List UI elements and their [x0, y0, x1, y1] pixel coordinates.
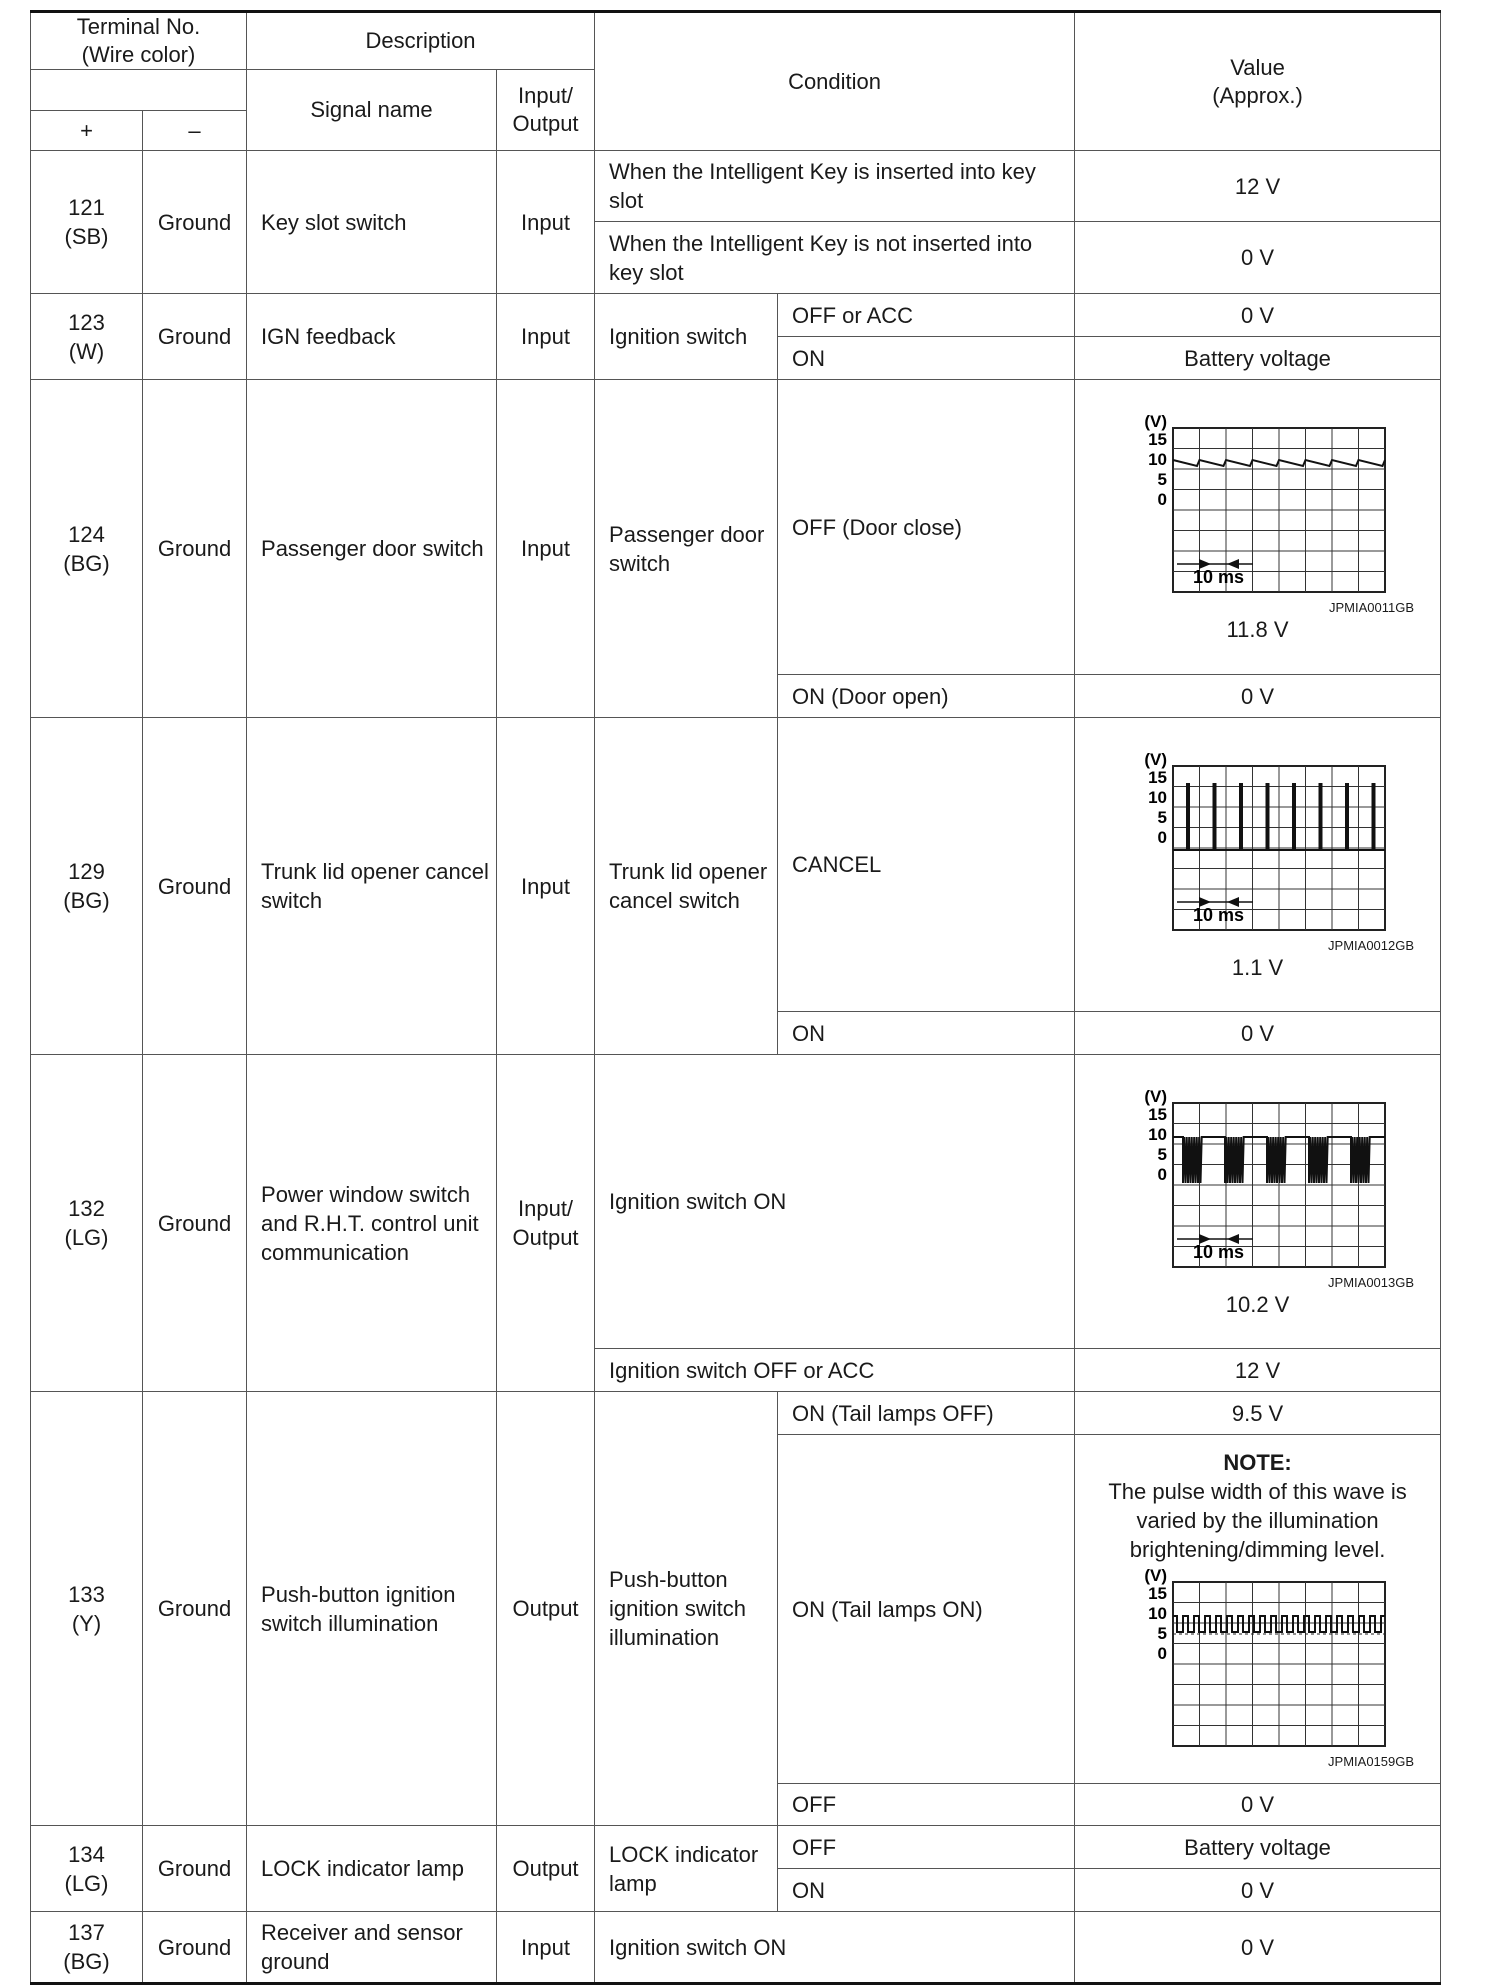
value-cell: 0 V [1075, 1012, 1441, 1055]
table-row-134-a [31, 1826, 1441, 1869]
terminal-number: 123 [68, 309, 105, 335]
header-value [1075, 12, 1441, 151]
terminal-number: 124 [68, 521, 105, 547]
header-wire-color: (Wire color) [81, 42, 196, 67]
terminal-number: 121 [68, 195, 105, 220]
scope-tick-label: 15 [1147, 1104, 1167, 1124]
sub-condition-cell: ON (Tail lamps ON) [778, 1435, 1075, 1784]
signal-name: Trunk lid opener cancel switch [247, 718, 497, 1055]
condition-cell: Passenger door switch [595, 380, 778, 718]
sub-condition-cell: CANCEL [778, 718, 1075, 1012]
value-cell [1075, 1435, 1441, 1784]
value-cell [1075, 1055, 1441, 1349]
value-cell: Battery voltage [1075, 1826, 1441, 1869]
wire-color: (BG) [63, 1949, 110, 1974]
terminal-cell [31, 380, 143, 718]
scope-tick-label: 0 [1157, 827, 1167, 847]
wire-color: (Y) [71, 1610, 102, 1636]
scope-tick-label: 10 [1147, 1603, 1167, 1623]
scope-unit-label: (V) [1143, 1086, 1167, 1106]
condition-cell: Ignition switch ON [595, 1912, 1075, 1984]
value-cell: Battery voltage [1075, 337, 1441, 380]
waveform-value: 10.2 V [1225, 1291, 1290, 1317]
condition-cell: Push-button ignition switch illumination [595, 1392, 778, 1826]
condition-cell: When the Intelligent Key is not inserted into key slot [595, 222, 1075, 294]
terminal-cell [31, 294, 143, 380]
signal-name: Push-button ignition switch illumination [247, 1392, 497, 1826]
value-cell: 0 V [1075, 1869, 1441, 1912]
waveform-jpmia0159gb [1123, 1564, 1393, 1754]
value-cell: 9.5 V [1075, 1392, 1441, 1435]
terminal-number: 134 [68, 1841, 105, 1867]
wire-color: (LG) [64, 1225, 109, 1250]
waveform-jpmia0011gb [1123, 410, 1393, 600]
wire-color: (BG) [63, 550, 110, 576]
sub-condition-cell: ON [778, 337, 1075, 380]
time-scale-label: 10 ms [1192, 904, 1244, 925]
ground-cell: Ground [143, 294, 247, 380]
table-row-132-a [31, 1055, 1441, 1349]
note-title: NOTE: [1223, 1449, 1292, 1475]
header-description: Description [247, 12, 595, 70]
terminal-cell [31, 718, 143, 1055]
scope-unit-label: (V) [1143, 1565, 1167, 1585]
sub-condition-cell: ON (Door open) [778, 675, 1075, 718]
waveform-id: JPMIA0013GB [1328, 1274, 1415, 1290]
value-cell: 0 V [1075, 294, 1441, 337]
scope-tick-label: 5 [1157, 1144, 1167, 1164]
scope-tick-label: 10 [1147, 450, 1167, 469]
scope-tick-label: 5 [1157, 1623, 1167, 1643]
sub-condition-cell: ON [778, 1012, 1075, 1055]
sub-condition-cell: ON (Tail lamps OFF) [778, 1392, 1075, 1435]
time-scale-label: 10 ms [1192, 1241, 1244, 1262]
waveform-value: 11.8 V [1226, 617, 1289, 642]
signal-name: Key slot switch [247, 151, 497, 294]
io-cell: Output [497, 1392, 595, 1826]
value-cell: 0 V [1075, 222, 1441, 294]
io-cell: Input [497, 294, 595, 380]
header-terminal-no: Terminal No. [76, 14, 201, 39]
terminal-number: 129 [68, 859, 105, 884]
waveform-value: 1.1 V [1231, 954, 1284, 980]
header-condition: Condition [595, 12, 1075, 151]
waveform-jpmia0012gb [1123, 748, 1393, 938]
sub-condition-cell: ON [778, 1869, 1075, 1912]
scope-tick-label: 5 [1157, 807, 1167, 827]
signal-name: Power window switch and R.H.T. control unit communication [247, 1055, 497, 1392]
value-cell: 12 V [1075, 151, 1441, 222]
condition-cell: When the Intelligent Key is inserted into key slot [595, 151, 1075, 222]
header-row-1 [31, 12, 1441, 70]
condition-cell: Ignition switch ON [595, 1055, 1075, 1349]
ground-cell: Ground [143, 1826, 247, 1912]
ground-cell: Ground [143, 151, 247, 294]
sub-condition-cell: OFF (Door close) [778, 380, 1075, 675]
io-cell: Input [497, 151, 595, 294]
scope-unit-label: (V) [1143, 749, 1167, 769]
terminal-table [30, 10, 1441, 1985]
ground-cell: Ground [143, 718, 247, 1055]
terminal-number: 137 [68, 1920, 105, 1945]
table-row-124-a [31, 380, 1441, 675]
table-row-121-a [31, 151, 1441, 222]
table-row-133-a [31, 1392, 1441, 1435]
scope-tick-label: 15 [1147, 1583, 1167, 1603]
scope-tick-label: 10 [1147, 1124, 1167, 1144]
io-cell: Input/ Output [497, 1055, 595, 1392]
signal-name: IGN feedback [247, 294, 497, 380]
waveform-id: JPMIA0159GB [1328, 1753, 1415, 1769]
terminal-number: 132 [68, 1196, 105, 1221]
terminal-number: 133 [68, 1581, 105, 1607]
value-cell: 0 V [1075, 675, 1441, 718]
scope-tick-label: 15 [1147, 767, 1167, 787]
condition-cell: Ignition switch OFF or ACC [595, 1349, 1075, 1392]
ground-cell: Ground [143, 1055, 247, 1392]
table-row-123-a [31, 294, 1441, 337]
condition-cell: Ignition switch [595, 294, 778, 380]
terminal-cell [31, 1826, 143, 1912]
value-cell [1075, 718, 1441, 1012]
value-cell: 12 V [1075, 1349, 1441, 1392]
terminal-cell [31, 1392, 143, 1826]
wire-color: (LG) [64, 1870, 109, 1896]
scope-tick-label: 5 [1157, 470, 1167, 489]
sub-condition-cell: OFF or ACC [778, 294, 1075, 337]
header-terminal-spacer [31, 70, 247, 111]
value-cell [1075, 380, 1441, 675]
scope-tick-label: 0 [1157, 1643, 1167, 1663]
header-input-output: Input/ Output [497, 70, 595, 151]
sub-condition-cell: OFF [778, 1826, 1075, 1869]
terminal-cell [31, 1912, 143, 1984]
ground-cell: Ground [143, 1912, 247, 1984]
condition-cell: LOCK indicator lamp [595, 1826, 778, 1912]
waveform-jpmia0013gb [1123, 1085, 1393, 1275]
time-scale-label: 10 ms [1192, 567, 1244, 587]
value-cell: 0 V [1075, 1784, 1441, 1826]
terminal-table-sheet [30, 10, 1440, 1985]
signal-name: LOCK indicator lamp [247, 1826, 497, 1912]
waveform-id: JPMIA0012GB [1328, 937, 1415, 953]
header-minus: – [143, 111, 247, 151]
scope-unit-label: (V) [1143, 412, 1167, 431]
table-row-129-a [31, 718, 1441, 1012]
terminal-cell [31, 1055, 143, 1392]
scope-tick-label: 0 [1157, 1164, 1167, 1184]
table-row-137 [31, 1912, 1441, 1984]
scope-tick-label: 15 [1147, 430, 1167, 449]
wire-color: (SB) [64, 224, 109, 249]
ground-cell: Ground [143, 1392, 247, 1826]
header-terminal [31, 12, 247, 70]
io-cell: Output [497, 1826, 595, 1912]
scope-tick-label: 0 [1157, 490, 1167, 509]
sub-condition-cell: OFF [778, 1784, 1075, 1826]
scope-tick-label: 10 [1147, 787, 1167, 807]
signal-name: Receiver and sensor ground [247, 1912, 497, 1984]
signal-name: Passenger door switch [247, 380, 497, 718]
io-cell: Input [497, 380, 595, 718]
value-cell: 0 V [1075, 1912, 1441, 1984]
header-plus: + [31, 111, 143, 151]
wire-color: (W) [68, 338, 105, 364]
waveform-id: JPMIA0011GB [1329, 600, 1415, 615]
note-text: The pulse width of this wave is varied by the illumination brightening/dimming level. [1108, 1478, 1407, 1562]
header-signal-name: Signal name [247, 70, 497, 151]
io-cell: Input [497, 718, 595, 1055]
header-approx: (Approx.) [1212, 82, 1303, 108]
header-value-label: Value [1230, 54, 1285, 80]
io-cell: Input [497, 1912, 595, 1984]
terminal-cell [31, 151, 143, 294]
ground-cell: Ground [143, 380, 247, 718]
condition-cell: Trunk lid opener cancel switch [595, 718, 778, 1055]
wire-color: (BG) [63, 888, 110, 913]
